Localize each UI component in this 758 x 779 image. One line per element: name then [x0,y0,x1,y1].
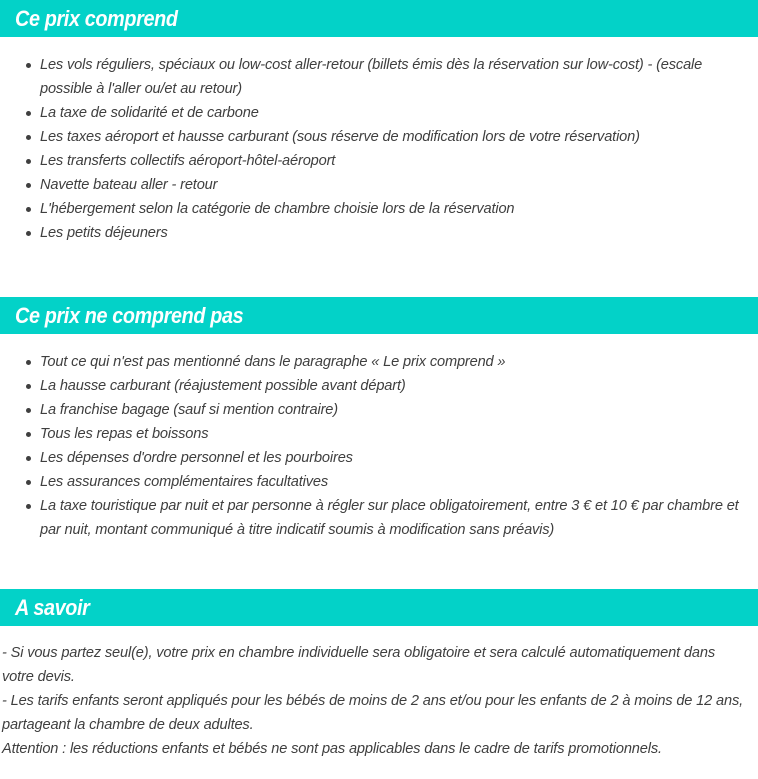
note-paragraph: Attention : les réductions enfants et bébés ne sont pas applicables dans le cadre de tarifs promotionnels. [2,741,662,757]
included-list [0,53,758,245]
list-item: La taxe de solidarité et de carbone [0,101,758,125]
section-header-ce-prix-comprend [0,0,758,37]
section-body-ce-prix-ne-comprend-pas [0,350,758,542]
list-item: Les transferts collectifs aéroport-hôtel-aéroport [0,149,758,173]
spacer [0,542,758,589]
list-item: Les dépenses d'ordre personnel et les pourboires [0,446,758,470]
excluded-list [0,350,758,542]
list-item: La hausse carburant (réajustement possible avant départ) [0,374,758,398]
spacer [0,245,758,297]
list-item: Navette bateau aller - retour [0,173,758,197]
list-item: L'hébergement selon la catégorie de chambre choisie lors de la réservation [0,197,758,221]
list-item: Tout ce qui n'est pas mentionné dans le paragraphe « Le prix comprend » [0,350,758,374]
note-paragraph: - Si vous partez seul(e), votre prix en chambre individuelle sera obligatoire et sera calculé automatiquement dans votre devis. [2,645,715,685]
spacer [0,334,758,350]
section-body-a-savoir [0,641,758,761]
list-item: La taxe touristique par nuit et par personne à régler sur place obligatoirement, entre 3 € et 10 € par chambre et par nuit, montant communiqué à titre indicatif soumis à modification sans préavis) [0,494,758,542]
note-paragraph: - Les tarifs enfants seront appliqués pour les bébés de moins de 2 ans et/ou pour les enfants de 2 à moins de 12 ans, partageant la chambre de deux adultes. [2,693,743,733]
spacer [0,37,758,53]
section-header-a-savoir [0,589,758,626]
section-title: A savoir [15,594,90,620]
section-body-ce-prix-comprend [0,53,758,245]
list-item: Les petits déjeuners [0,221,758,245]
list-item: Les assurances complémentaires facultatives [0,470,758,494]
section-title: Ce prix ne comprend pas [15,302,244,328]
list-item: Tous les repas et boissons [0,422,758,446]
list-item: Les vols réguliers, spéciaux ou low-cost aller-retour (billets émis dès la réservation sur low-cost) - (escale possible à l'aller ou/et au retour) [0,53,758,101]
list-item: La franchise bagage (sauf si mention contraire) [0,398,758,422]
spacer [0,626,758,641]
list-item: Les taxes aéroport et hausse carburant (sous réserve de modification lors de votre réservation) [0,125,758,149]
section-title: Ce prix comprend [15,5,178,31]
section-header-ce-prix-ne-comprend-pas [0,297,758,334]
